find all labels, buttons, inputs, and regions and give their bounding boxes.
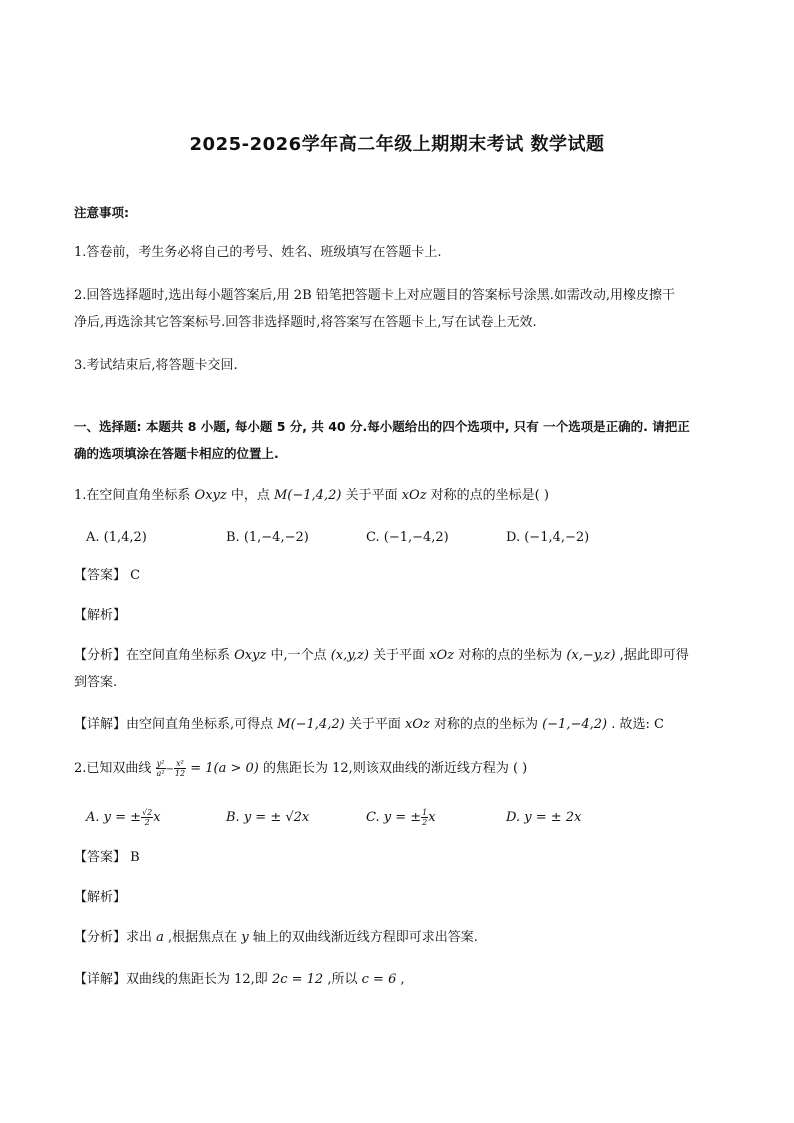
q2-stem-text: 的焦距长为 12,则该双曲线的渐近线方程为 ( ) <box>258 761 528 776</box>
q1-plane: xOz <box>401 488 427 503</box>
q2-fenxi-text: ,根据焦点在 <box>163 930 242 945</box>
q2-xiangjie-eq: c = 6 <box>361 972 397 987</box>
q2-fenxi-text: 【分析】求出 <box>74 930 157 945</box>
q1-xiangjie-result: (−1,−4,2) <box>542 717 608 732</box>
q1-fenxi-plane: xOz <box>429 648 455 663</box>
q1-analysis-label: 【解析】 <box>74 608 127 623</box>
q2-minus: − <box>165 764 174 775</box>
q2-optA-den: 2 <box>144 818 150 827</box>
q2-frac2-num: x² <box>174 759 186 769</box>
q2-frac1-den: a² <box>156 769 165 778</box>
q2-fenxi-text: 轴上的双曲线渐近线方程即可求出答案. <box>248 930 478 945</box>
q2-fenxi <box>74 928 478 948</box>
q2-xiangjie-text: ,所以 <box>323 972 362 987</box>
q2-analysis-label: 【解析】 <box>74 890 127 905</box>
q1-option-c: C. (−1,−4,2) <box>366 530 449 545</box>
q2-optC-num: 1 <box>422 808 428 817</box>
q1-option-a: A. (1,4,2) <box>86 530 147 545</box>
q2-xiangjie-text: , <box>396 972 405 987</box>
q2-option-d: D. y = ± 2x <box>506 810 582 825</box>
q1-stem-text: 1.在空间直角坐标系 <box>74 488 195 503</box>
q1-stem-text: 对称的点的坐标是( ) <box>426 488 549 503</box>
q1-fenxi-text: ,据此即可得 <box>615 648 689 663</box>
q1-option-b: B. (1,−4,−2) <box>226 530 309 545</box>
q2-fenxi-var: a <box>156 930 164 945</box>
q2-optA-pre: A. y = ± <box>86 810 142 825</box>
q1-xiangjie-text: 【详解】由空间直角坐标系,可得点 <box>74 717 278 732</box>
q1-fenxi-text: 关于平面 <box>368 648 430 663</box>
q1-coord-system: Oxyz <box>194 488 227 503</box>
notice-item-1: 1.答卷前，考生务必将自己的考号、姓名、班级填写在答题卡上. <box>74 245 442 260</box>
q1-answer: 【答案】 C <box>74 568 141 583</box>
notice-item-2b: 净后,再选涂其它答案标号.回答非选择题时,将答案写在答题卡上,写在试卷上无效. <box>74 315 537 330</box>
q2-xiangjie-text: 【详解】双曲线的焦距长为 12,即 <box>74 972 272 987</box>
q2-stem-text: 2.已知双曲线 <box>74 761 156 776</box>
q1-option-d: D. (−1,4,−2) <box>506 530 590 545</box>
q2-optC-pre: C. y = ± <box>366 810 422 825</box>
q2-xiangjie <box>74 970 405 990</box>
q1-fenxi-text: 对称的点的坐标为 <box>454 648 567 663</box>
q2-optA-frac <box>141 808 153 827</box>
q2-frac2-den: 12 <box>174 769 186 778</box>
q1-fenxi-result: (x,−y,z) <box>566 648 616 663</box>
notice-item-3: 3.考试结束后,将答题卡交回. <box>74 358 238 373</box>
q2-optC-post: x <box>428 810 436 825</box>
q2-optC-den: 2 <box>422 818 428 827</box>
page-title: 2025-2026学年高二年级上期期末考试 数学试题 <box>189 134 605 155</box>
q2-optA-post: x <box>153 810 161 825</box>
q2-frac1-num: y² <box>156 759 165 768</box>
q1-fenxi-point: (x,y,z) <box>330 648 369 663</box>
section-heading-line2: 确的选项填涂在答题卡相应的位置上. <box>74 446 279 461</box>
notice-heading: 注意事项: <box>74 205 129 220</box>
q2-stem <box>74 759 527 780</box>
q2-fraction-x <box>174 759 186 778</box>
q1-xiangjie-plane: xOz <box>404 717 430 732</box>
q2-fenxi-var: y <box>241 930 249 945</box>
q2-option-a <box>86 808 161 828</box>
section-heading-line1: 一、选择题: 本题共 8 小题, 每小题 5 分, 共 40 分.每小题给出的四个选项中, 只有 一个选项是正确的. 请把正 <box>74 419 690 434</box>
q2-answer: 【答案】 B <box>74 850 140 865</box>
q2-option-b: B. y = ± √2x <box>226 810 310 825</box>
q1-stem-text: 中，点 <box>226 488 274 503</box>
q2-equation: = 1(a > 0) <box>186 761 259 776</box>
q1-stem-text: 关于平面 <box>341 488 402 503</box>
q1-fenxi-text: 【分析】在空间直角坐标系 <box>74 648 235 663</box>
q1-xiangjie-point: M(−1,4,2) <box>277 717 345 732</box>
q2-option-c <box>366 808 436 828</box>
q1-fenxi-text: 中,一个点 <box>266 648 331 663</box>
q2-fraction-y <box>156 759 166 778</box>
q1-xiangjie-text: . 故选: C <box>607 717 664 732</box>
q1-xiangjie-text: 对称的点的坐标为 <box>429 717 543 732</box>
notice-item-2a: 2.回答选择题时,选出每小题答案后,用 2B 铅笔把答题卡上对应题目的答案标号涂黑.如需改动,用橡皮擦干 <box>74 288 676 303</box>
q1-stem <box>74 486 549 506</box>
q1-fenxi <box>74 646 689 666</box>
q1-point: M(−1,4,2) <box>274 488 342 503</box>
q2-xiangjie-eq: 2c = 12 <box>271 972 324 987</box>
q1-fenxi-system: Oxyz <box>234 648 267 663</box>
q1-xiangjie-text: 关于平面 <box>344 717 405 732</box>
q1-xiangjie <box>74 715 664 735</box>
q1-fenxi-line2: 到答案. <box>74 675 118 690</box>
q2-optA-num: √2 <box>142 808 153 817</box>
